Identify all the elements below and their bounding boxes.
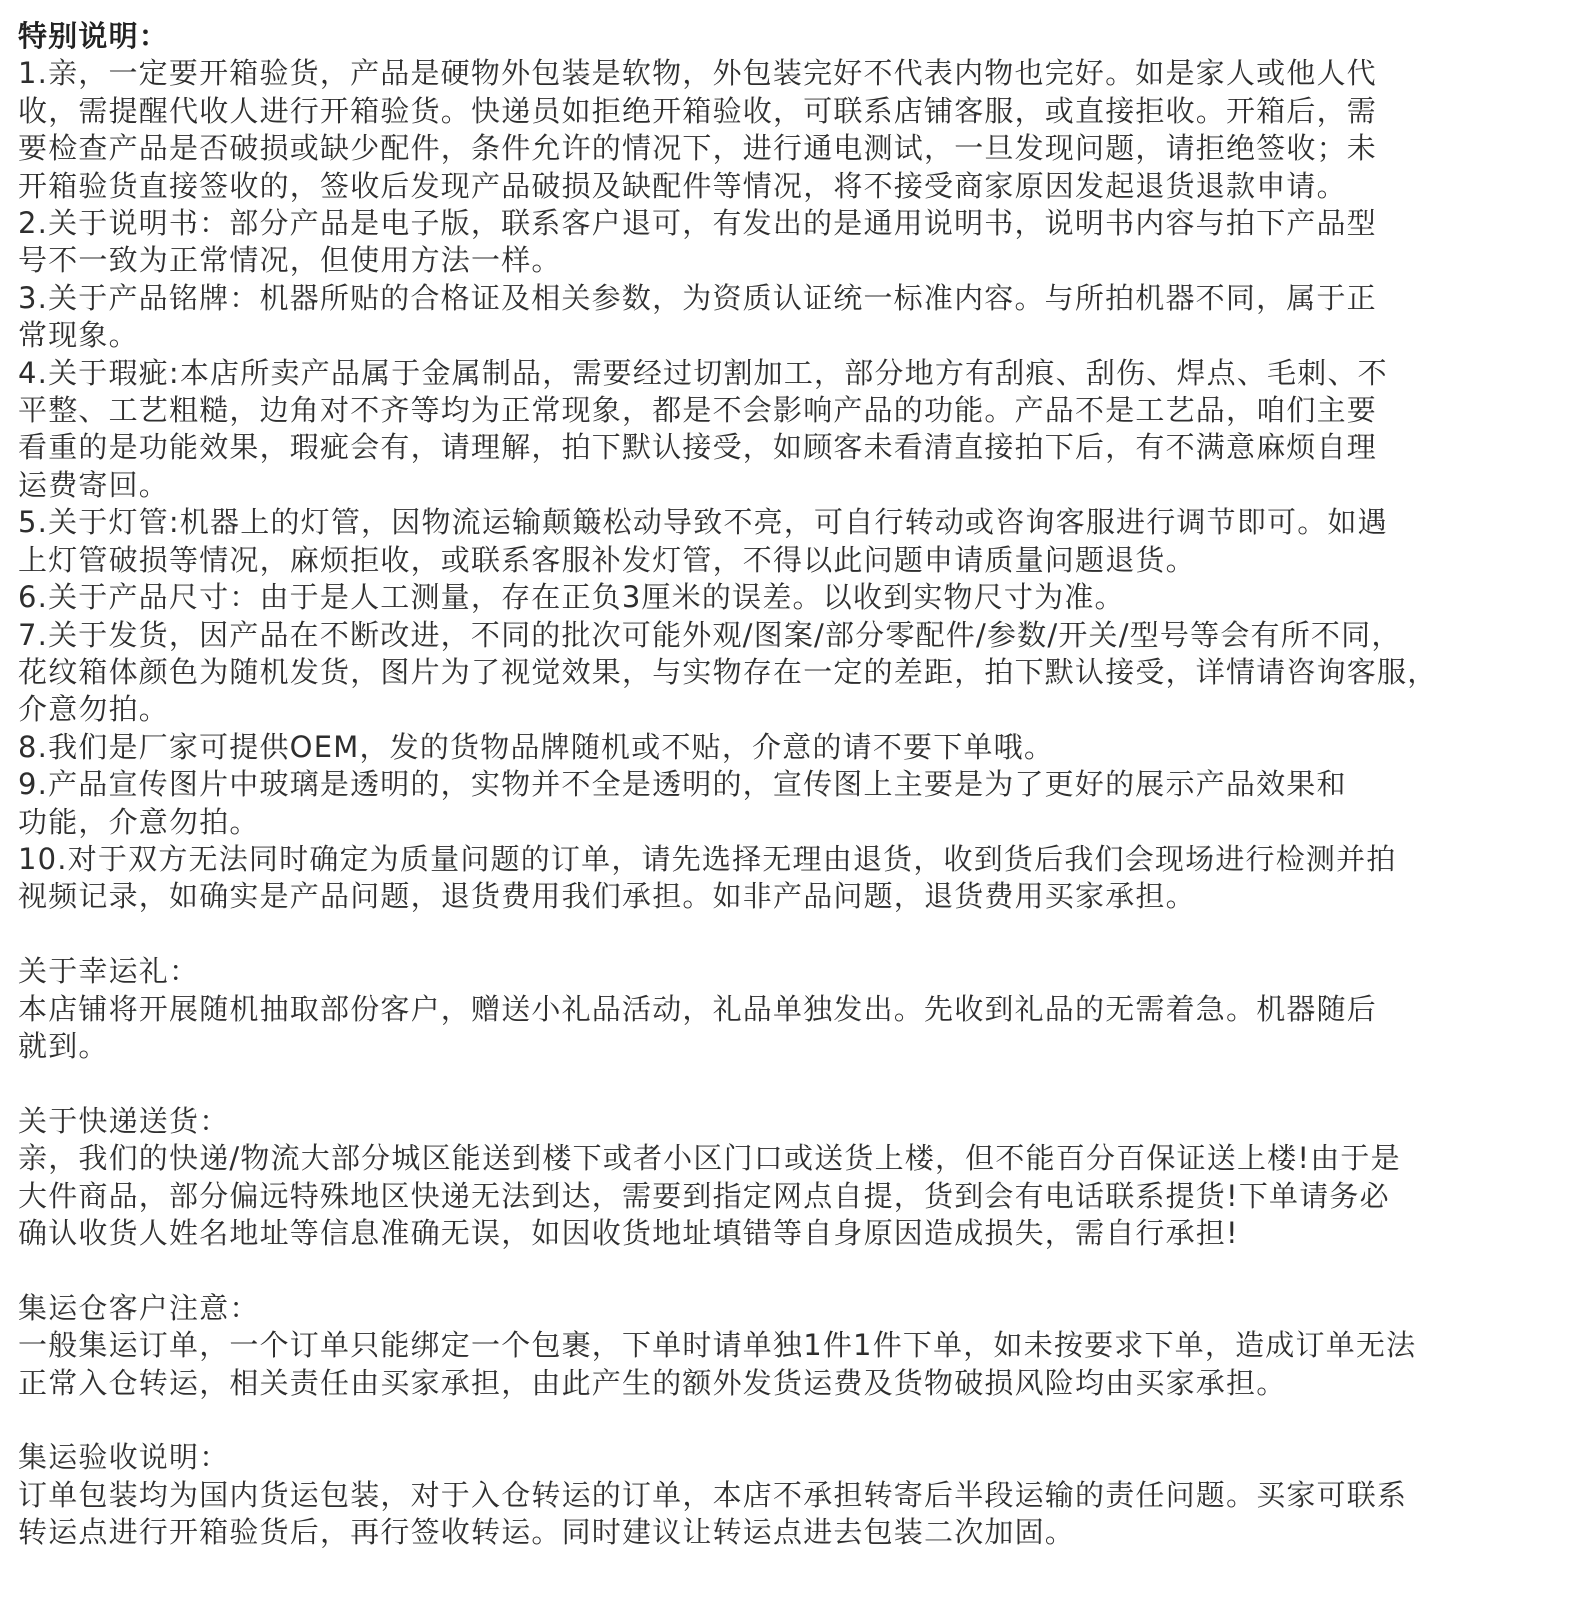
special-notes-line: 5.关于灯管:机器上的灯管，因物流运输颠簸松动导致不亮，可自行转动或咨询客服进行调节即可。如遇 <box>18 505 1388 540</box>
special-notes-line: 开箱验货直接签收的，签收后发现产品破损及缺配件等情况，将不接受商家原因发起退货退款申请。 <box>18 168 1347 203</box>
special-notes-line: 要检查产品是否破损或缺少配件，条件允许的情况下，进行通电测试，一旦发现问题，请拒绝签收；未 <box>18 131 1378 166</box>
consolidation-notice-section <box>18 1290 1578 1402</box>
consolidation-notice-line: 正常入仓转运，相关责任由买家承担，由此产生的额外发货运费及货物破损风险均由买家承担。 <box>18 1365 1287 1400</box>
special-notes-line: 9.产品宣传图片中玻璃是透明的，实物并不全是透明的，宣传图上主要是为了更好的展示产品效果和 <box>18 767 1347 802</box>
consolidation-inspection-section <box>18 1439 1578 1551</box>
section-spacer <box>18 916 1578 953</box>
special-notes-line: 8.我们是厂家可提供OEM，发的货物品牌随机或不贴，介意的请不要下单哦。 <box>18 729 1055 764</box>
special-notes-line: 看重的是功能效果，瑕疵会有，请理解，拍下默认接受，如顾客未看清直接拍下后，有不满意麻烦自理 <box>18 430 1378 465</box>
consolidation-notice-title: 集运仓客户注意： <box>18 1290 260 1325</box>
lucky-gift-title: 关于幸运礼： <box>18 954 200 989</box>
delivery-title: 关于快递送货： <box>18 1103 230 1138</box>
special-notes-line: 上灯管破损等情况，麻烦拒收，或联系客服补发灯管，不得以此问题申请质量问题退货。 <box>18 542 1196 577</box>
special-notes-line: 6.关于产品尺寸：由于是人工测量，存在正负3厘米的误差。以收到实物尺寸为准。 <box>18 580 1125 615</box>
special-notes-line: 7.关于发货，因产品在不断改进，不同的批次可能外观/图案/部分零配件/参数/开关/型号等会有所不同， <box>18 617 1402 652</box>
delivery-line: 确认收货人姓名地址等信息准确无误，如因收货地址填错等自身原因造成损失，需自行承担! <box>18 1215 1239 1250</box>
special-notes-line: 运费寄回。 <box>18 467 170 502</box>
special-notes-line: 2.关于说明书：部分产品是电子版，联系客户退可，有发出的是通用说明书，说明书内容与拍下产品型 <box>18 206 1377 241</box>
lucky-gift-line: 就到。 <box>18 1028 109 1063</box>
special-notes-line: 1.亲，一定要开箱验货，产品是硬物外包装是软物，外包装完好不代表内物也完好。如是家人或他人代 <box>18 56 1377 91</box>
special-notes-line: 常现象。 <box>18 318 139 353</box>
special-notes-line: 视频记录，如确实是产品问题，退货费用我们承担。如非产品问题，退货费用买家承担。 <box>18 879 1196 914</box>
delivery-section <box>18 1103 1578 1253</box>
special-notes-line: 花纹箱体颜色为随机发货，图片为了视觉效果，与实物存在一定的差距，拍下默认接受，详情请咨询客服， <box>18 654 1438 689</box>
special-notes-line: 收，需提醒代收人进行开箱验货。快递员如拒绝开箱验收，可联系店铺客服，或直接拒收。开箱后，需 <box>18 93 1378 128</box>
consolidation-inspection-title: 集运验收说明： <box>18 1440 230 1475</box>
consolidation-notice-line: 一般集运订单，一个订单只能绑定一个包裹，下单时请单独1件1件下单，如未按要求下单，造成订单无法 <box>18 1328 1417 1363</box>
section-spacer <box>18 1065 1578 1102</box>
section-spacer <box>18 1402 1578 1439</box>
special-notes-line: 4.关于瑕疵:本店所卖产品属于金属制品，需要经过切割加工，部分地方有刮痕、刮伤、焊点、毛刺、不 <box>18 355 1388 390</box>
special-notes-line: 介意勿拍。 <box>18 692 170 727</box>
special-notes-line: 号不一致为正常情况，但使用方法一样。 <box>18 243 562 278</box>
notice-document <box>18 18 1578 1552</box>
special-notes-line: 功能，介意勿拍。 <box>18 804 260 839</box>
special-notes-section <box>18 18 1578 916</box>
consolidation-inspection-line: 订单包装均为国内货运包装，对于入仓转运的订单，本店不承担转寄后半段运输的责任问题。买家可联系 <box>18 1477 1408 1512</box>
special-notes-line: 平整、工艺粗糙，边角对不齐等均为正常现象，都是不会影响产品的功能。产品不是工艺品，咱们主要 <box>18 393 1378 428</box>
special-notes-line: 10.对于双方无法同时确定为质量问题的订单，请先选择无理由退货，收到货后我们会现场进行检测并拍 <box>18 841 1397 876</box>
special-notes-line: 3.关于产品铭牌：机器所贴的合格证及相关参数，为资质认证统一标准内容。与所拍机器不同，属于正 <box>18 280 1377 315</box>
delivery-line: 大件商品，部分偏远特殊地区快递无法到达，需要到指定网点自提，货到会有电话联系提货!下单请务必 <box>18 1178 1390 1213</box>
special-notes-title: 特别说明： <box>18 19 170 53</box>
delivery-line: 亲，我们的快递/物流大部分城区能送到楼下或者小区门口或送货上楼，但不能百分百保证送上楼!由于是 <box>18 1141 1401 1176</box>
section-spacer <box>18 1252 1578 1289</box>
lucky-gift-section <box>18 953 1578 1065</box>
lucky-gift-line: 本店铺将开展随机抽取部份客户，赠送小礼品活动，礼品单独发出。先收到礼品的无需着急。机器随后 <box>18 991 1378 1026</box>
consolidation-inspection-line: 转运点进行开箱验货后，再行签收转运。同时建议让转运点进去包装二次加固。 <box>18 1515 1076 1550</box>
